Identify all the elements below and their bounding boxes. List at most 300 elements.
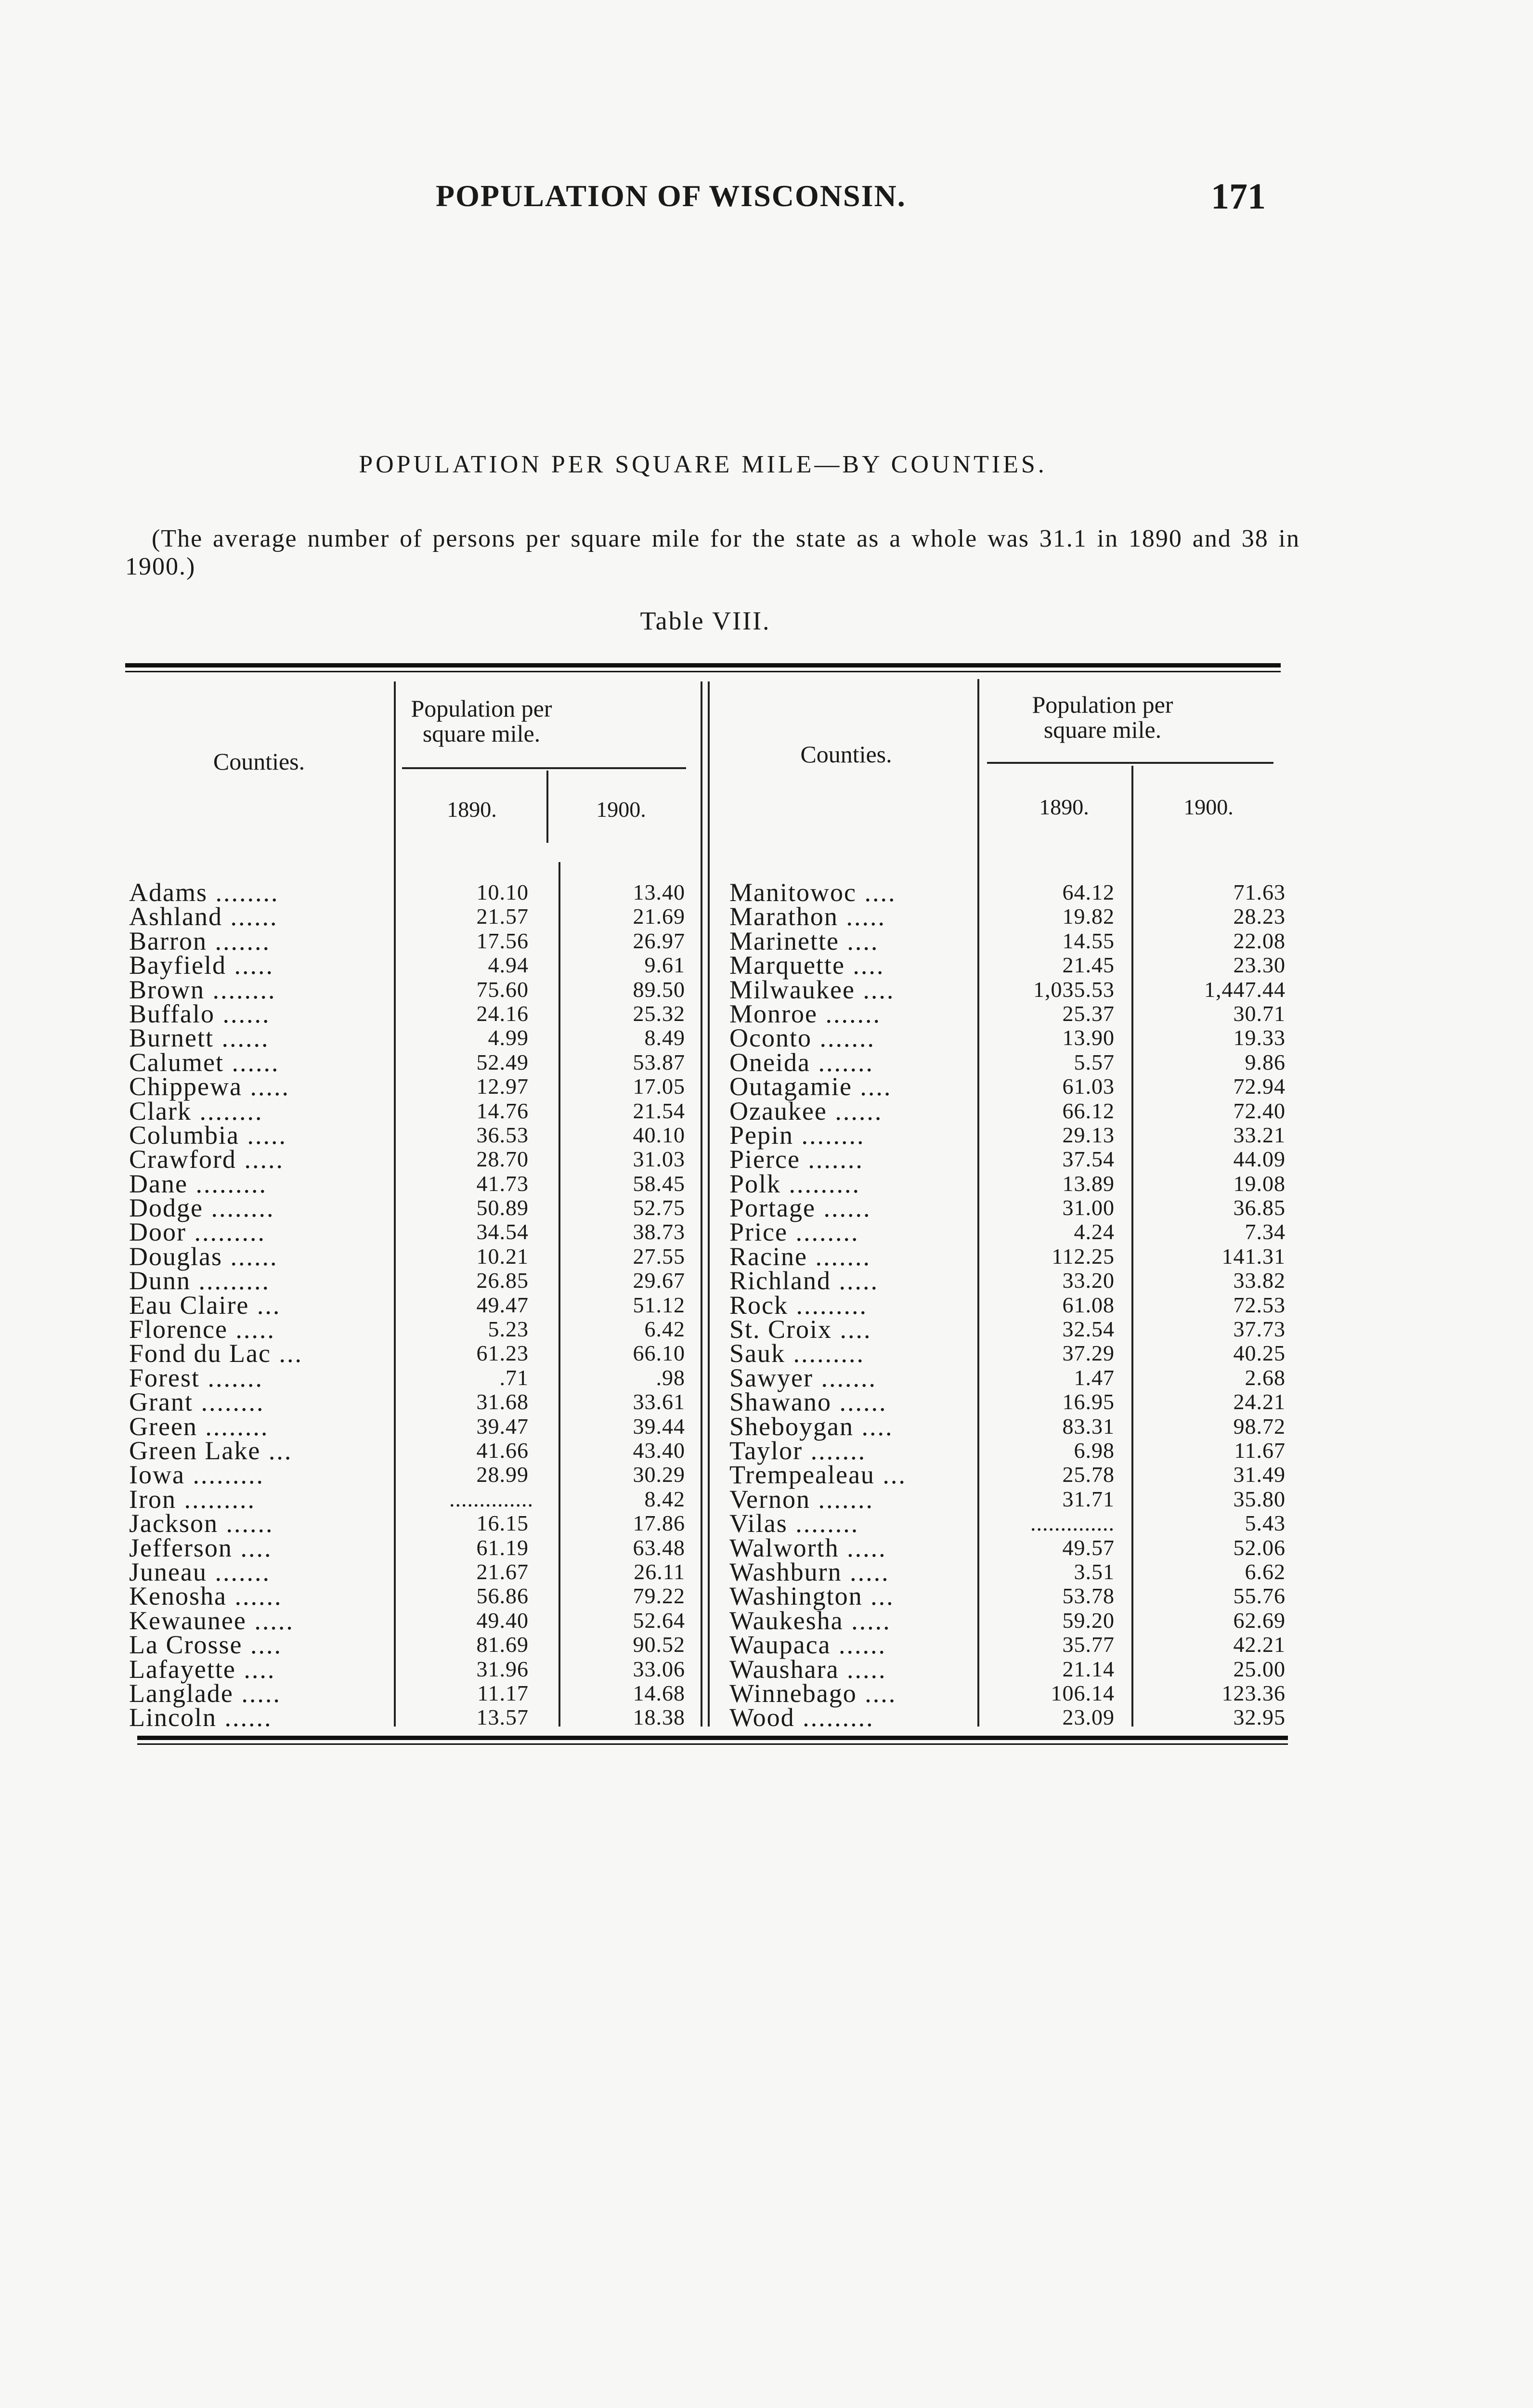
leader-dots: ... bbox=[874, 1460, 907, 1490]
value-1900: 26.11 bbox=[634, 1559, 685, 1584]
county-name bbox=[129, 1266, 270, 1296]
county-name bbox=[129, 1484, 256, 1514]
county-name bbox=[129, 1703, 273, 1732]
county-name bbox=[129, 1436, 293, 1465]
county-label: Portage bbox=[729, 1193, 816, 1223]
value-1890: 36.53 bbox=[476, 1122, 529, 1147]
value-1900: 72.94 bbox=[1233, 1074, 1286, 1099]
county-label: Sauk bbox=[729, 1339, 785, 1368]
value-1890: 61.23 bbox=[476, 1341, 529, 1366]
value-1900: 123.36 bbox=[1221, 1680, 1286, 1705]
value-1890: 21.57 bbox=[476, 904, 529, 929]
county-label: Pierce bbox=[729, 1145, 800, 1174]
leader-dots: .... bbox=[853, 1412, 894, 1441]
value-1890: 14.76 bbox=[476, 1098, 529, 1123]
group-underline-right bbox=[987, 762, 1273, 764]
county-label: Jefferson bbox=[129, 1533, 233, 1562]
value-1900: 14.68 bbox=[633, 1680, 685, 1705]
value-1890: 39.47 bbox=[476, 1413, 529, 1439]
leader-dots: ...... bbox=[223, 1047, 280, 1077]
leader-dots: ..... bbox=[838, 902, 886, 931]
county-name bbox=[129, 878, 279, 907]
county-label: Racine bbox=[729, 1242, 807, 1271]
value-1890: 31.00 bbox=[1062, 1195, 1115, 1220]
value-1890: 4.94 bbox=[488, 953, 529, 978]
value-1900: 23.30 bbox=[1233, 953, 1286, 978]
county-label: Richland bbox=[729, 1266, 831, 1296]
value-1900: 98.72 bbox=[1233, 1413, 1286, 1439]
county-name bbox=[729, 1436, 867, 1465]
value-1900: 38.73 bbox=[633, 1219, 685, 1244]
leader-dots: ........ bbox=[787, 1217, 859, 1247]
county-label: Vilas bbox=[729, 1509, 788, 1538]
leader-dots: ....... bbox=[200, 1363, 263, 1392]
county-name bbox=[729, 926, 879, 955]
value-1890: 16.15 bbox=[476, 1511, 529, 1536]
leader-dots: ........ bbox=[191, 1096, 263, 1125]
value-1890: 83.31 bbox=[1062, 1413, 1115, 1439]
leader-dots: ... bbox=[862, 1582, 895, 1611]
value-1900: 1,447.44 bbox=[1204, 977, 1286, 1002]
leader-dots: .... bbox=[855, 975, 895, 1004]
county-label: La Crosse bbox=[129, 1630, 243, 1660]
county-label: Price bbox=[729, 1217, 788, 1247]
value-1900: 7.34 bbox=[1245, 1219, 1286, 1244]
value-1900: 25.32 bbox=[633, 1001, 685, 1026]
value-1900: 11.67 bbox=[1234, 1438, 1286, 1463]
county-label: St. Croix bbox=[729, 1315, 832, 1344]
value-1900: 89.50 bbox=[633, 977, 685, 1002]
county-name bbox=[129, 1509, 274, 1538]
table-bottom-rule bbox=[137, 1736, 1288, 1745]
leader-dots: ..... bbox=[831, 1266, 879, 1296]
value-1890: 17.56 bbox=[476, 928, 529, 953]
leader-dots: ..... bbox=[226, 951, 274, 980]
county-name bbox=[129, 1096, 263, 1125]
county-name bbox=[729, 1484, 874, 1514]
value-1900: 43.40 bbox=[633, 1438, 685, 1463]
leader-dots: ......... bbox=[176, 1484, 256, 1514]
leader-dots: ....... bbox=[800, 1145, 864, 1174]
county-label: Columbia bbox=[129, 1120, 239, 1150]
value-1890: 1.47 bbox=[1074, 1365, 1115, 1390]
county-label: Ozaukee bbox=[729, 1096, 827, 1125]
value-1890: 5.57 bbox=[1074, 1049, 1115, 1074]
leader-dots: ...... bbox=[218, 1509, 274, 1538]
county-label: Waukesha bbox=[729, 1606, 844, 1635]
value-1900: 35.80 bbox=[1233, 1486, 1286, 1511]
county-name bbox=[129, 1145, 284, 1174]
county-name bbox=[129, 1630, 282, 1660]
leader-dots: ...... bbox=[222, 902, 278, 931]
county-name bbox=[129, 1606, 294, 1635]
value-1890: 24.16 bbox=[476, 1001, 529, 1026]
value-1900: 33.21 bbox=[1233, 1122, 1286, 1147]
value-1890: 61.19 bbox=[476, 1535, 529, 1560]
leader-dots: ......... bbox=[794, 1703, 874, 1732]
county-name bbox=[729, 1074, 892, 1099]
value-1890: 106.14 bbox=[1051, 1680, 1115, 1705]
value-1900: 33.82 bbox=[1233, 1268, 1286, 1293]
county-name bbox=[729, 1169, 861, 1198]
leader-dots: ....... bbox=[810, 1484, 874, 1514]
county-name bbox=[729, 1339, 865, 1368]
value-1900: 25.00 bbox=[1233, 1656, 1286, 1681]
county-name bbox=[129, 926, 271, 955]
county-name bbox=[729, 1703, 874, 1732]
value-1900: 28.23 bbox=[1233, 904, 1286, 929]
value-1890: 23.09 bbox=[1062, 1705, 1115, 1730]
county-label: Washington bbox=[729, 1582, 863, 1611]
value-1900: 63.48 bbox=[633, 1535, 685, 1560]
value-1890: 28.99 bbox=[476, 1462, 529, 1487]
county-label: Green bbox=[129, 1412, 197, 1441]
leader-dots: ....... bbox=[207, 926, 271, 955]
county-label: Oneida bbox=[729, 1047, 810, 1077]
value-1900: 40.25 bbox=[1233, 1341, 1286, 1366]
leader-dots: .... bbox=[235, 1654, 276, 1684]
county-name bbox=[729, 1460, 907, 1490]
year-1900-header-right: 1900. bbox=[1183, 795, 1234, 819]
leader-dots: ...... bbox=[216, 1703, 273, 1732]
value-1890: 1,035.53 bbox=[1033, 977, 1115, 1002]
county-name bbox=[729, 878, 896, 907]
value-1900: 51.12 bbox=[633, 1292, 685, 1317]
value-1890: 29.13 bbox=[1062, 1122, 1115, 1147]
table-title: POPULATION PER SQUARE MILE—BY COUNTIES. bbox=[359, 451, 1047, 478]
leader-dots: ......... bbox=[187, 1169, 267, 1198]
value-1900: 90.52 bbox=[633, 1632, 685, 1657]
value-1900: 31.49 bbox=[1233, 1462, 1286, 1487]
county-label: Sheboygan bbox=[729, 1412, 854, 1441]
county-label: Shawano bbox=[729, 1387, 831, 1417]
leader-dots: ........ bbox=[203, 1193, 275, 1223]
table-note: (The average number of persons per square mile for the state as a whole was 31.1 in 1890 and 38 in 1900.) bbox=[125, 525, 1300, 580]
leader-dots: .... bbox=[232, 1533, 273, 1562]
value-1900: 21.69 bbox=[633, 904, 685, 929]
leader-dots: ....... bbox=[803, 1436, 867, 1465]
value-1900: 72.40 bbox=[1233, 1098, 1286, 1123]
county-name bbox=[729, 904, 886, 929]
value-1900: 26.97 bbox=[633, 928, 685, 953]
value-1890: 4.24 bbox=[1074, 1219, 1115, 1244]
value-1890: 13.90 bbox=[1062, 1025, 1115, 1050]
value-1890: 66.12 bbox=[1062, 1098, 1115, 1123]
county-name bbox=[729, 1217, 859, 1247]
column-rule bbox=[1131, 766, 1133, 1727]
county-label: Iowa bbox=[129, 1460, 185, 1490]
value-1900: 42.21 bbox=[1233, 1632, 1286, 1657]
county-label: Douglas bbox=[129, 1242, 222, 1271]
county-label: Monroe bbox=[729, 999, 818, 1028]
value-1890: 35.77 bbox=[1062, 1632, 1115, 1657]
value-1890: 25.78 bbox=[1062, 1462, 1115, 1487]
county-label: Taylor bbox=[729, 1436, 803, 1465]
county-label: Green Lake bbox=[129, 1436, 261, 1465]
county-name bbox=[129, 1460, 264, 1490]
county-name bbox=[129, 999, 271, 1028]
county-label: Washburn bbox=[729, 1557, 842, 1586]
value-1900: .98 bbox=[656, 1365, 685, 1390]
county-label: Dunn bbox=[129, 1266, 191, 1296]
value-1890: 56.86 bbox=[476, 1584, 529, 1609]
county-label: Winnebago bbox=[729, 1678, 857, 1708]
value-1890: 50.89 bbox=[476, 1195, 529, 1220]
column-rule bbox=[708, 681, 710, 1727]
column-rule bbox=[701, 681, 702, 1727]
column-rule bbox=[559, 862, 560, 1727]
value-1900: 9.86 bbox=[1245, 1049, 1286, 1074]
value-1890: 41.66 bbox=[476, 1438, 529, 1463]
leader-dots: ...... bbox=[226, 1582, 283, 1611]
county-name bbox=[729, 1047, 874, 1077]
county-name bbox=[729, 999, 881, 1028]
value-1900: 6.42 bbox=[644, 1317, 685, 1342]
county-name bbox=[129, 1533, 273, 1562]
county-name bbox=[729, 1363, 877, 1392]
county-label: Lincoln bbox=[129, 1703, 217, 1732]
value-1890: 49.40 bbox=[476, 1608, 529, 1633]
county-label: Grant bbox=[129, 1387, 193, 1417]
value-1890: 21.67 bbox=[476, 1559, 529, 1584]
county-name bbox=[729, 1315, 872, 1344]
county-label: Crawford bbox=[129, 1145, 236, 1174]
county-label: Barron bbox=[129, 926, 207, 955]
county-label: Lafayette bbox=[129, 1654, 236, 1684]
value-1900: 72.53 bbox=[1233, 1292, 1286, 1317]
county-name bbox=[129, 1339, 303, 1368]
county-name bbox=[129, 1244, 278, 1269]
leader-dots: .... bbox=[857, 1678, 897, 1708]
value-1900: 8.42 bbox=[644, 1486, 685, 1511]
value-1890: 37.29 bbox=[1062, 1341, 1115, 1366]
value-1900: 6.62 bbox=[1245, 1559, 1286, 1584]
value-1900: 33.61 bbox=[633, 1389, 685, 1414]
column-rule bbox=[546, 771, 548, 843]
value-1890: 41.73 bbox=[476, 1171, 529, 1196]
value-1900: 66.10 bbox=[633, 1341, 685, 1366]
county-name bbox=[729, 951, 885, 980]
county-name bbox=[129, 1290, 281, 1320]
county-label: Waupaca bbox=[729, 1630, 831, 1660]
leader-dots: ......... bbox=[184, 1460, 264, 1490]
value-1890: 32.54 bbox=[1062, 1317, 1115, 1342]
value-1890: 37.54 bbox=[1062, 1147, 1115, 1172]
counties-header-left: Counties. bbox=[213, 748, 305, 775]
value-1890: 49.57 bbox=[1062, 1535, 1115, 1560]
leader-dots: ....... bbox=[811, 1023, 875, 1053]
county-label: Marquette bbox=[729, 951, 845, 980]
county-label: Marinette bbox=[729, 926, 839, 955]
county-name bbox=[129, 1557, 271, 1586]
value-1890: 34.54 bbox=[476, 1219, 529, 1244]
leader-dots: ....... bbox=[810, 1047, 874, 1077]
county-name bbox=[129, 975, 276, 1004]
county-label: Oconto bbox=[729, 1023, 812, 1053]
leader-dots: ..... bbox=[242, 1072, 290, 1101]
value-1900: 37.73 bbox=[1233, 1317, 1286, 1342]
county-label: Burnett bbox=[129, 1023, 214, 1053]
county-label: Sawyer bbox=[729, 1363, 813, 1392]
county-name bbox=[129, 1387, 265, 1417]
leader-dots: ........ bbox=[193, 1387, 265, 1417]
county-label: Adams bbox=[129, 878, 208, 907]
population-group-header-left: Population per square mile. bbox=[411, 695, 552, 747]
leader-dots: ......... bbox=[785, 1339, 865, 1368]
leader-dots: ...... bbox=[831, 1387, 887, 1417]
county-name bbox=[129, 1678, 281, 1708]
county-label: Door bbox=[129, 1217, 186, 1247]
value-1890: 31.68 bbox=[476, 1389, 529, 1414]
value-1900: 52.06 bbox=[1233, 1535, 1286, 1560]
value-1890: 28.70 bbox=[476, 1147, 529, 1172]
county-label: Outagamie bbox=[729, 1072, 852, 1101]
county-name bbox=[129, 1217, 266, 1247]
empty-leader-dots: .............. bbox=[1030, 1511, 1115, 1536]
county-name bbox=[129, 1193, 275, 1223]
leader-dots: ...... bbox=[213, 1023, 270, 1053]
county-label: Fond du Lac bbox=[129, 1339, 271, 1368]
county-name bbox=[729, 1193, 871, 1223]
leader-dots: ..... bbox=[839, 1654, 887, 1684]
county-name bbox=[129, 1315, 275, 1344]
value-1900: 31.03 bbox=[633, 1147, 685, 1172]
value-1900: 141.31 bbox=[1221, 1243, 1286, 1269]
county-label: Ashland bbox=[129, 902, 222, 931]
leader-dots: ....... bbox=[207, 1557, 271, 1586]
county-label: Kenosha bbox=[129, 1582, 227, 1611]
table-label: Table VIII. bbox=[640, 606, 771, 635]
leader-dots: ......... bbox=[191, 1266, 270, 1296]
value-1890: 75.60 bbox=[476, 977, 529, 1002]
value-1900: 29.67 bbox=[633, 1268, 685, 1293]
value-1900: 79.22 bbox=[633, 1584, 685, 1609]
leader-dots: ......... bbox=[788, 1290, 868, 1320]
value-1900: 53.87 bbox=[633, 1049, 685, 1074]
value-1900: 17.86 bbox=[633, 1511, 685, 1536]
year-1890-header-left: 1890. bbox=[447, 797, 497, 822]
leader-dots: ..... bbox=[227, 1315, 275, 1344]
county-name bbox=[129, 951, 274, 980]
county-name bbox=[729, 1606, 891, 1635]
county-name bbox=[729, 1290, 868, 1320]
leader-dots: ...... bbox=[222, 1242, 278, 1271]
table-top-rule bbox=[125, 663, 1281, 672]
county-name bbox=[129, 1582, 283, 1611]
county-name bbox=[129, 1023, 270, 1053]
county-name bbox=[129, 1414, 269, 1439]
value-1890: 16.95 bbox=[1062, 1389, 1115, 1414]
county-name bbox=[729, 1557, 890, 1586]
value-1900: 52.64 bbox=[633, 1608, 685, 1633]
value-1900: 19.08 bbox=[1233, 1171, 1286, 1196]
county-name bbox=[129, 1169, 267, 1198]
leader-dots: ... bbox=[271, 1339, 303, 1368]
county-name bbox=[729, 1387, 887, 1417]
county-name bbox=[729, 1630, 887, 1660]
running-title: POPULATION OF WISCONSIN. bbox=[436, 179, 906, 213]
value-1890: 3.51 bbox=[1074, 1559, 1115, 1584]
county-label: Florence bbox=[129, 1315, 228, 1344]
value-1890: 21.14 bbox=[1062, 1656, 1115, 1681]
county-name bbox=[129, 1363, 263, 1392]
value-1890: 64.12 bbox=[1062, 880, 1115, 904]
leader-dots: .... bbox=[852, 1072, 892, 1101]
county-name bbox=[729, 1414, 893, 1439]
value-1890: 5.23 bbox=[488, 1317, 529, 1342]
county-name bbox=[729, 1145, 864, 1174]
county-name bbox=[729, 1096, 883, 1125]
value-1890: 10.21 bbox=[476, 1243, 529, 1269]
leader-dots: ........ bbox=[205, 975, 276, 1004]
county-name bbox=[729, 1678, 897, 1708]
value-1890: 25.37 bbox=[1062, 1001, 1115, 1026]
value-1900: 52.75 bbox=[633, 1195, 685, 1220]
county-name bbox=[729, 1244, 871, 1269]
county-label: Dane bbox=[129, 1169, 188, 1198]
leader-dots: .... bbox=[242, 1630, 282, 1660]
value-1900: 8.49 bbox=[644, 1025, 685, 1050]
leader-dots: .... bbox=[839, 926, 879, 955]
county-label: Clark bbox=[129, 1096, 192, 1125]
leader-dots: ..... bbox=[236, 1145, 284, 1174]
value-1900: 22.08 bbox=[1233, 928, 1286, 953]
county-name bbox=[729, 1582, 895, 1611]
value-1900: 24.21 bbox=[1233, 1389, 1286, 1414]
leader-dots: ........ bbox=[793, 1120, 865, 1150]
value-1900: 32.95 bbox=[1233, 1705, 1286, 1730]
county-label: Marathon bbox=[729, 902, 838, 931]
county-label: Jackson bbox=[129, 1509, 218, 1538]
county-name bbox=[129, 1120, 287, 1150]
county-name bbox=[129, 1074, 290, 1099]
county-label: Milwaukee bbox=[729, 975, 855, 1004]
column-rule bbox=[394, 681, 396, 1727]
value-1900: 2.68 bbox=[1245, 1365, 1286, 1390]
value-1890: 13.89 bbox=[1062, 1171, 1115, 1196]
value-1890: 12.97 bbox=[476, 1074, 529, 1099]
value-1900: 27.55 bbox=[633, 1243, 685, 1269]
county-label: Manitowoc bbox=[729, 878, 857, 907]
value-1900: 9.61 bbox=[644, 953, 685, 978]
empty-leader-dots: .............. bbox=[449, 1486, 533, 1511]
leader-dots: ......... bbox=[781, 1169, 861, 1198]
leader-dots: ....... bbox=[813, 1363, 877, 1392]
value-1890: 59.20 bbox=[1062, 1608, 1115, 1633]
value-1890: 31.71 bbox=[1062, 1486, 1115, 1511]
leader-dots: ........ bbox=[207, 878, 279, 907]
value-1890: 14.55 bbox=[1062, 928, 1115, 953]
county-label: Forest bbox=[129, 1363, 200, 1392]
page-number: 171 bbox=[1211, 176, 1266, 217]
value-1890: 10.10 bbox=[476, 880, 529, 904]
value-1890: 33.20 bbox=[1062, 1268, 1115, 1293]
county-name bbox=[729, 1654, 887, 1684]
county-label: Iron bbox=[129, 1484, 176, 1514]
value-1890: 21.45 bbox=[1062, 953, 1115, 978]
value-1890: 52.49 bbox=[476, 1049, 529, 1074]
population-group-header-right: Population per square mile. bbox=[1032, 691, 1173, 743]
value-1890: 4.99 bbox=[488, 1025, 529, 1050]
value-1890: 49.47 bbox=[476, 1292, 529, 1317]
value-1890: 81.69 bbox=[476, 1632, 529, 1657]
leader-dots: ..... bbox=[843, 1606, 891, 1635]
county-label: Buffalo bbox=[129, 999, 215, 1028]
county-name bbox=[729, 1023, 875, 1053]
value-1900: 44.09 bbox=[1233, 1147, 1286, 1172]
county-label: Brown bbox=[129, 975, 205, 1004]
leader-dots: ........ bbox=[787, 1509, 859, 1538]
